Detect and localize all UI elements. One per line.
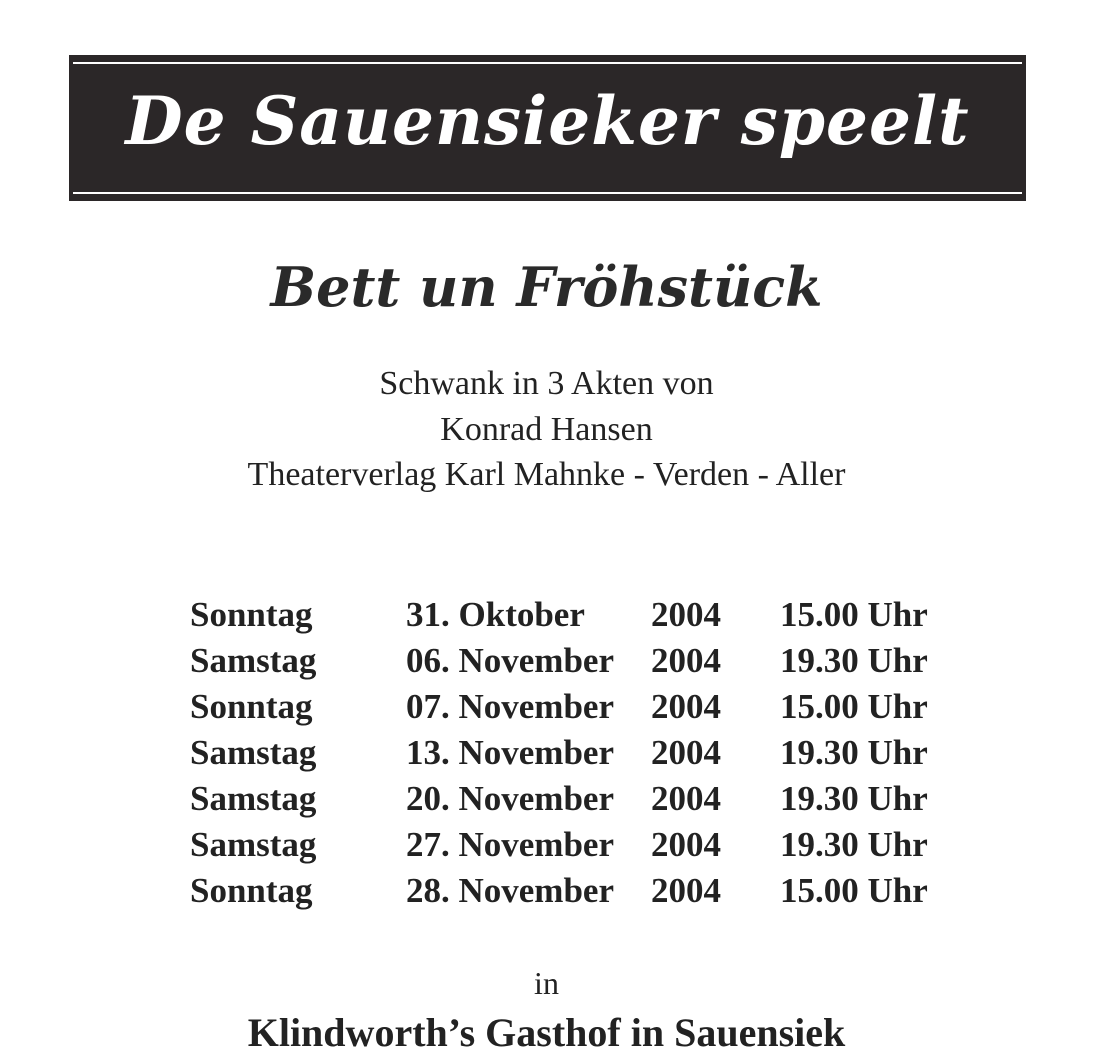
schedule-date: 06. November <box>406 641 615 680</box>
schedule-year: 2004 <box>651 733 721 772</box>
schedule-year: 2004 <box>651 687 721 726</box>
schedule-year: 2004 <box>651 595 721 634</box>
schedule-day: Samstag <box>190 733 317 772</box>
play-publisher-line: Theaterverlag Karl Mahnke - Verden - Aller <box>247 456 846 493</box>
schedule-date: 20. November <box>406 779 615 818</box>
schedule-time: 19.30 Uhr <box>780 733 928 772</box>
schedule-day: Sonntag <box>190 871 313 910</box>
schedule-date: 07. November <box>406 687 615 726</box>
location-preposition: in <box>534 965 559 1001</box>
schedule-day: Samstag <box>190 825 317 864</box>
schedule-time: 15.00 Uhr <box>780 871 928 910</box>
performance-schedule <box>190 592 970 914</box>
schedule-day: Samstag <box>190 779 317 818</box>
play-genre-line: Schwank in 3 Akten von <box>379 365 714 402</box>
schedule-date: 13. November <box>406 733 615 772</box>
schedule-row <box>190 592 970 638</box>
schedule-time: 15.00 Uhr <box>780 687 928 726</box>
venue-name: Klindworth’s Gasthof in Sauensiek <box>247 1010 846 1055</box>
schedule-row <box>190 868 970 914</box>
schedule-year: 2004 <box>651 779 721 818</box>
schedule-row <box>190 822 970 868</box>
schedule-day: Sonntag <box>190 595 313 634</box>
play-author-line: Konrad Hansen <box>440 411 653 448</box>
schedule-date: 28. November <box>406 871 615 910</box>
schedule-date: 27. November <box>406 825 615 864</box>
title-banner <box>69 55 1026 201</box>
schedule-year: 2004 <box>651 871 721 910</box>
schedule-time: 19.30 Uhr <box>780 825 928 864</box>
schedule-row <box>190 684 970 730</box>
schedule-row <box>190 638 970 684</box>
banner-title: De Sauensieker speelt <box>125 82 970 160</box>
schedule-day: Samstag <box>190 641 317 680</box>
schedule-time: 15.00 Uhr <box>780 595 928 634</box>
play-title: Bett un Fröhstück <box>270 255 823 319</box>
schedule-year: 2004 <box>651 825 721 864</box>
schedule-year: 2004 <box>651 641 721 680</box>
schedule-row <box>190 730 970 776</box>
schedule-day: Sonntag <box>190 687 313 726</box>
schedule-time: 19.30 Uhr <box>780 641 928 680</box>
schedule-date: 31. Oktober <box>406 595 585 634</box>
schedule-time: 19.30 Uhr <box>780 779 928 818</box>
schedule-row <box>190 776 970 822</box>
